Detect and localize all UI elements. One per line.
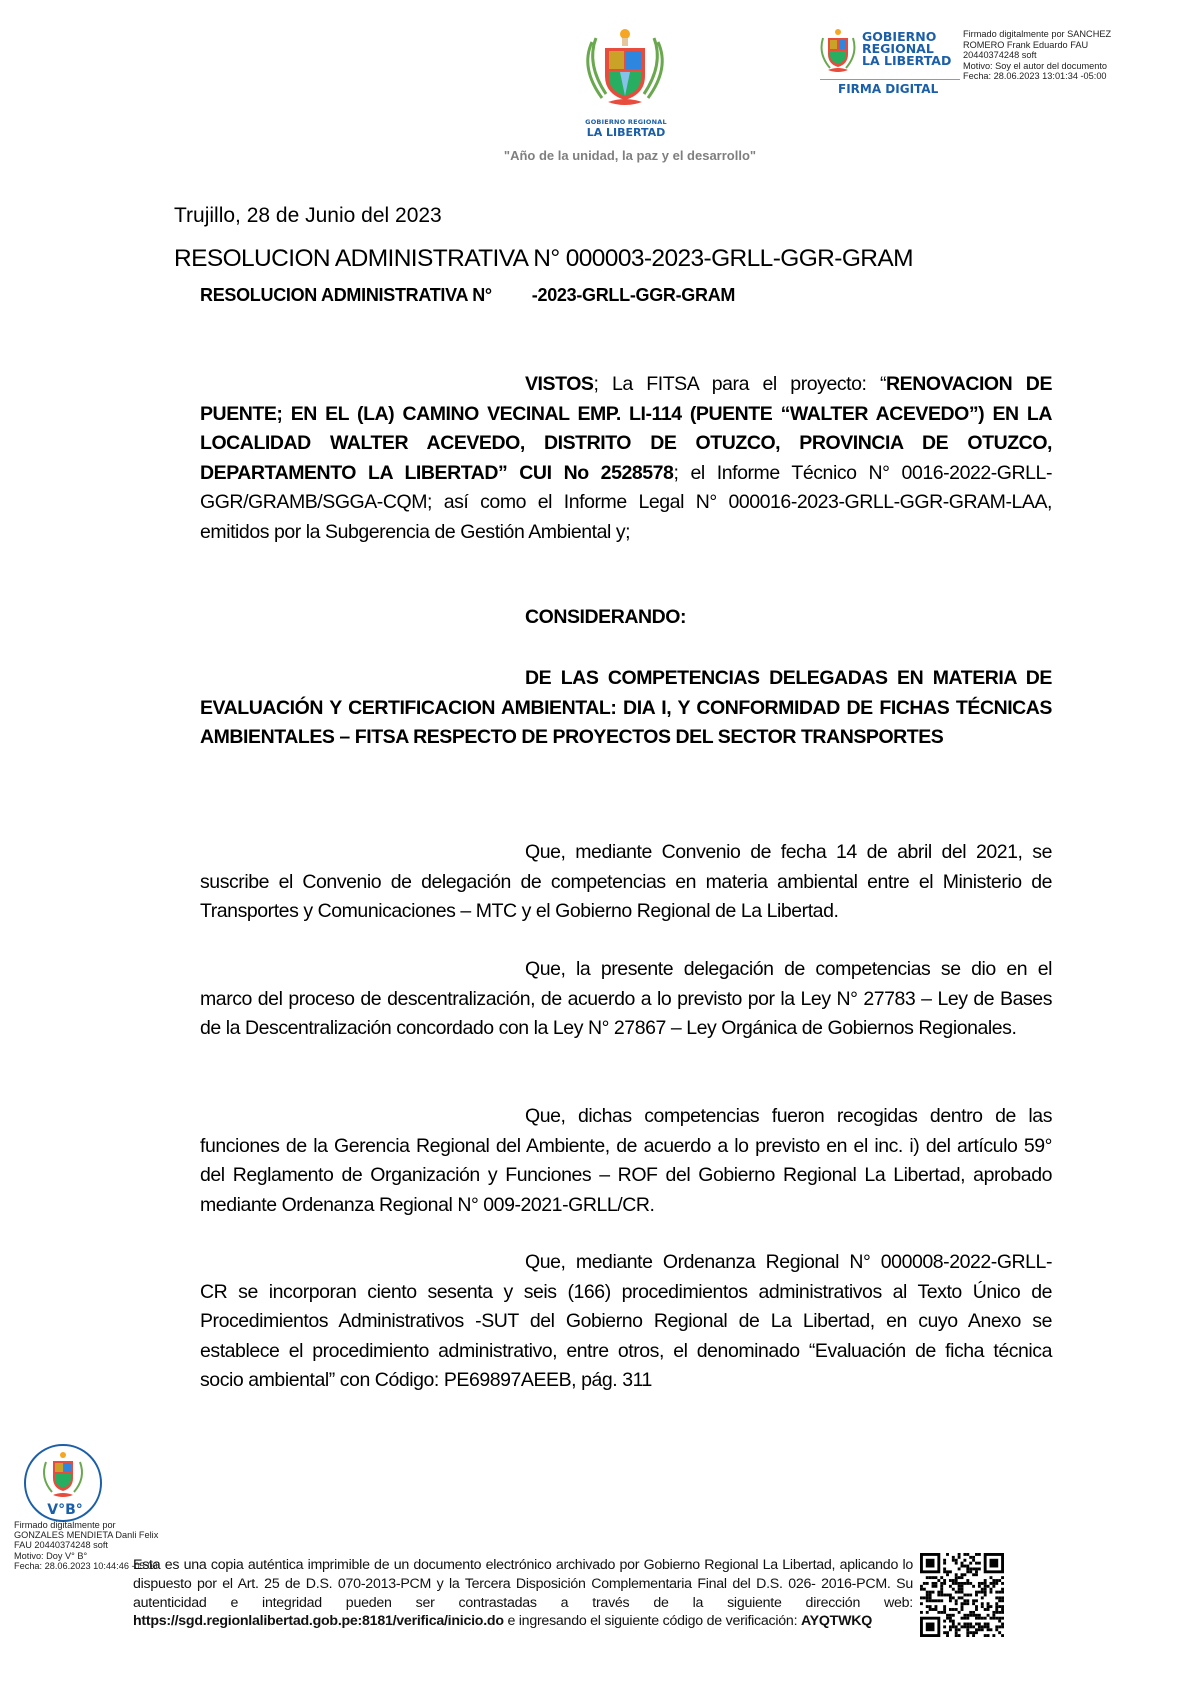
year-motto: "Año de la unidad, la paz y el desarrollo"	[503, 148, 757, 163]
firma-digital-badge: FIRMA DIGITAL	[838, 82, 939, 96]
signature-org-line2: REGIONAL	[862, 41, 934, 56]
section-heading-text: DE LAS COMPETENCIAS DELEGADAS EN MATERIA DE EVALUACIÓN Y CERTIFICACION AMBIENTAL: DIA I, Y CONFORMIDAD DE FICHAS TÉCNICAS AMBIENTALES – FITSA RESPECTO DE PROYECTOS DEL SECTOR TRANSPORTES	[200, 667, 1052, 748]
paragraph	[200, 1102, 1052, 1220]
paragraph	[200, 955, 1052, 1044]
paragraph	[200, 1248, 1052, 1396]
vobo-line: Firmado digitalmente por	[14, 1520, 116, 1530]
authenticity-notice	[133, 1556, 913, 1631]
digital-signature-details	[963, 29, 1111, 82]
paragraph-text: Que, la presente delegación de competencias se dio en el marco del proceso de descentralización, de acuerdo a lo previsto por la Ley N° 27783 – Ley de Bases de la Descentralización concordado con la Ley N° 27867 – Ley Orgánica de Gobiernos Regionales.	[200, 958, 1052, 1039]
resolution-title: RESOLUCION ADMINISTRATIVA N° 000003-2023-GRLL-GGR-GRAM	[174, 245, 913, 272]
signature-crest-icon	[818, 28, 858, 74]
notice-text-after-url: e ingresando el siguiente código de verificación:	[503, 1613, 801, 1630]
vobo-line: Fecha: 28.06.2023 10:44:46 -05:00	[14, 1560, 158, 1571]
resolution-subtitle-right: -2023-GRLL-GGR-GRAM	[531, 285, 736, 305]
vistos-intro: ; La FITSA para el proyecto: “	[593, 373, 887, 395]
vobo-label: V°B°	[47, 1502, 83, 1518]
paragraph-text: Que, mediante Ordenanza Regional N° 000008-2022-GRLL-CR se incorporan ciento sesenta y seis (166) procedimientos administrativos al Texto Único de Procedimientos Administrativos -SUT del Gobierno Regional de La Libertad, en cuyo Anexo se establece el procedimiento administrativo, entre otros, el denominado “Evaluación de ficha técnica socio ambiental” con Código: PE69897AEEB, pág. 311	[200, 1251, 1052, 1391]
vistos-label: VISTOS	[525, 373, 594, 395]
signature-line: Fecha: 28.06.2023 13:01:34 -05:00	[963, 71, 1107, 81]
considerando-heading: CONSIDERANDO:	[525, 606, 686, 628]
place-and-date: Trujillo, 28 de Junio del 2023	[174, 204, 442, 227]
vistos-paragraph	[200, 370, 1052, 547]
crest-org-line1: GOBIERNO REGIONAL	[585, 118, 667, 126]
paragraph-text: Que, dichas competencias fueron recogidas dentro de las funciones de la Gerencia Regional del Ambiente, de acuerdo a lo previsto en el inc. i) del artículo 59° del Reglamento de Organización y Funciones – ROF del Gobierno Regional La Libertad, aprobado mediante Ordenanza Regional N° 009-2021-GRLL/CR.	[200, 1105, 1052, 1216]
paragraph-text: Que, mediante Convenio de fecha 14 de abril del 2021, se suscribe el Convenio de delegación de competencias en materia ambiental entre el Ministerio de Transportes y Comunicaciones – MTC y el Gobierno Regional de La Libertad.	[200, 841, 1052, 922]
signature-line: Firmado digitalmente por SANCHEZ	[963, 29, 1112, 39]
qr-code-icon	[920, 1553, 1004, 1637]
signature-line: Motivo: Soy el autor del documento	[963, 60, 1108, 71]
signature-line: ROMERO Frank Eduardo FAU	[963, 39, 1089, 50]
vobo-line: Motivo: Doy V° B°	[14, 1550, 88, 1561]
crest-org-line2: LA LIBERTAD	[586, 126, 666, 139]
resolution-subtitle	[200, 285, 735, 306]
signature-org-name	[862, 31, 951, 67]
verification-url-link[interactable]: https://sgd.regionlalibertad.gob.pe:8181/verifica/inicio.do	[133, 1613, 504, 1630]
vobo-line: FAU 20440374248 soft	[14, 1540, 108, 1551]
vistos-rest: ; el Informe Técnico N° 0016-2022-GRLL-GGR/GRAMB/SGGA-CQM; así como el Informe Legal N° 000016-2023-GRLL-GGR-GRAM-LAA, emitidos por la Subgerencia de Gestión Ambiental y;	[200, 461, 1052, 543]
vobo-line: GONZALES MENDIETA Danli Felix	[14, 1530, 159, 1541]
project-name: RENOVACION DE PUENTE; EN EL (LA) CAMINO VECINAL EMP. LI-114 (PUENTE “WALTER ACEVEDO”) EN LA LOCALIDAD WALTER ACEVEDO, DISTRITO DE OTUZCO, PROVINCIA DE OTUZCO, DEPARTAMENTO LA LIBERTAD” CUI No 2528578	[200, 373, 1052, 484]
signature-org-line3: LA LIBERTAD	[862, 53, 952, 68]
verification-code: AYQTWKQ	[800, 1613, 872, 1630]
regional-crest-logo	[572, 28, 678, 110]
resolution-subtitle-left: RESOLUCION ADMINISTRATIVA N°	[200, 285, 492, 305]
paragraph	[200, 838, 1052, 927]
notice-text: Esta es una copia auténtica imprimible de un documento electrónico archivado por Gobierno Regional La Libertad, aplicando lo dispuesto por el Art. 25 de D.S. 070-2013-PCM y la Tercera Disposición Complementaria Final del D.S. 026- 2016-PCM. Su autenticidad e integridad pueden ser contrastadas a través de la siguiente dirección web:	[133, 1557, 913, 1611]
signature-divider	[820, 79, 960, 80]
signature-org-line1: GOBIERNO	[862, 29, 937, 44]
signature-line: 20440374248 soft	[963, 50, 1037, 60]
section-heading	[200, 664, 1052, 753]
